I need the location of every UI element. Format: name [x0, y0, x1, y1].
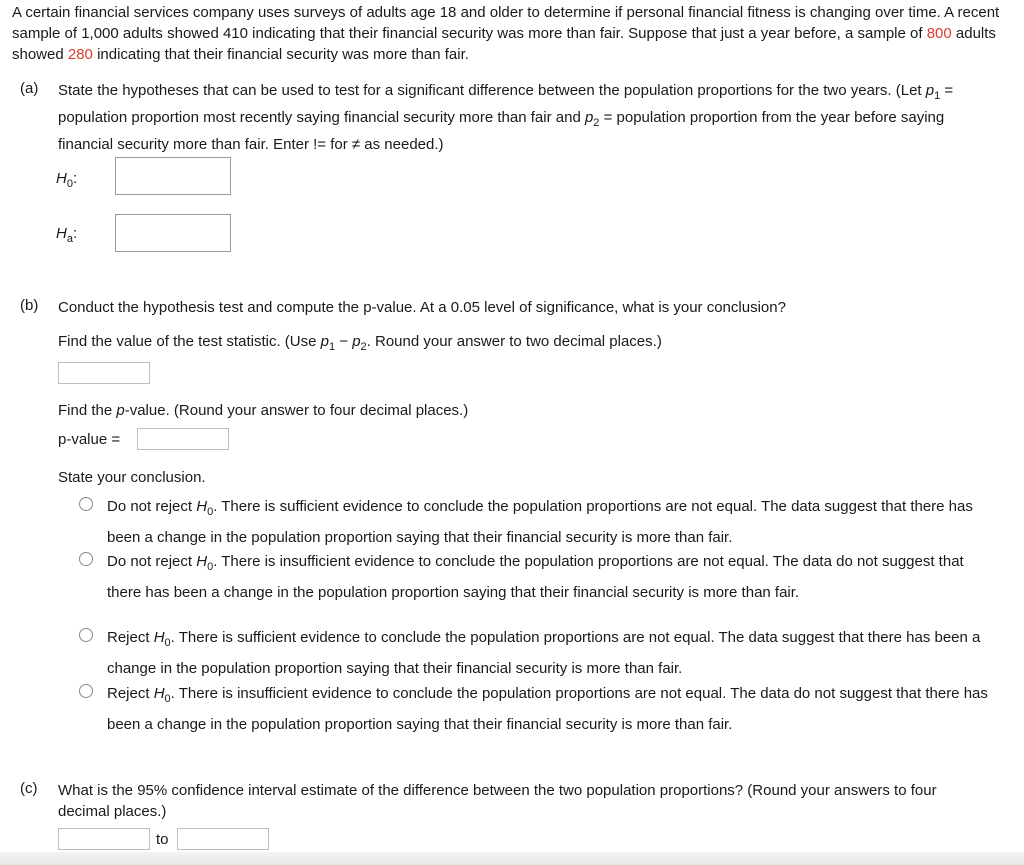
intro-text-1: A certain financial services company uses surveys of adults age 18 and older to determine if personal financial fitness is changing over time. A recent sample of 1,000 adults showed 410 indicating that their financial security was more than fair. Suppose that just a year before, a sample of — [12, 4, 1000, 42]
intro-count-red: 280 — [67, 46, 93, 63]
radio-button[interactable] — [79, 552, 93, 566]
radio-button[interactable] — [79, 684, 93, 698]
intro-sample-size-red: 800 — [926, 25, 952, 42]
part-c-label: (c) — [20, 780, 38, 797]
ha-label: $H_a$: — [56, 225, 78, 245]
part-c-question: What is the 95% confidence interval estimate of the difference between the two population proportions? (Round your answers to four decimal places.) — [58, 782, 937, 820]
intro-text-3: indicating that their financial security was more than fair. — [92, 46, 469, 63]
ci-upper-input[interactable] — [177, 828, 269, 850]
intro-text-2: adults showed — [12, 25, 996, 63]
p-value-label: p-value = — [58, 431, 121, 448]
page-bottom-edge — [0, 852, 1024, 865]
p-value-prompt: Find the p-value. (Round your answer to four decimal places.) — [58, 402, 469, 419]
ci-lower-input[interactable] — [58, 828, 150, 850]
h0-input[interactable] — [115, 157, 231, 195]
radio-button[interactable] — [79, 497, 93, 511]
radio-button[interactable] — [79, 628, 93, 642]
part-a-label: (a) — [20, 80, 39, 97]
p-value-input[interactable] — [137, 428, 229, 450]
h0-label: $H_0$: — [56, 170, 78, 190]
part-a-question: State the hypotheses that can be used to test for a significant difference between the population proportions for the two years. (Let $p_1$ = population proportion most recently saying financial security more than fair and $p_2$ = population proportion from the year before saying financial security more than fair. Enter != for ≠ as needed.) — [58, 82, 954, 153]
part-b-label: (b) — [20, 297, 39, 314]
part-b-question: Conduct the hypothesis test and compute the p-value. At a 0.05 level of significance, what is your conclusion? — [58, 299, 786, 316]
test-statistic-input[interactable] — [58, 362, 150, 384]
problem-intro — [12, 2, 1012, 65]
ci-to-label: to — [156, 831, 169, 848]
conclusion-prompt: State your conclusion. — [58, 469, 206, 486]
ha-input[interactable] — [115, 214, 231, 252]
test-statistic-prompt: Find the value of the test statistic. (Use $p_1 - p_2$. Round your answer to two decimal places.) — [58, 333, 662, 353]
